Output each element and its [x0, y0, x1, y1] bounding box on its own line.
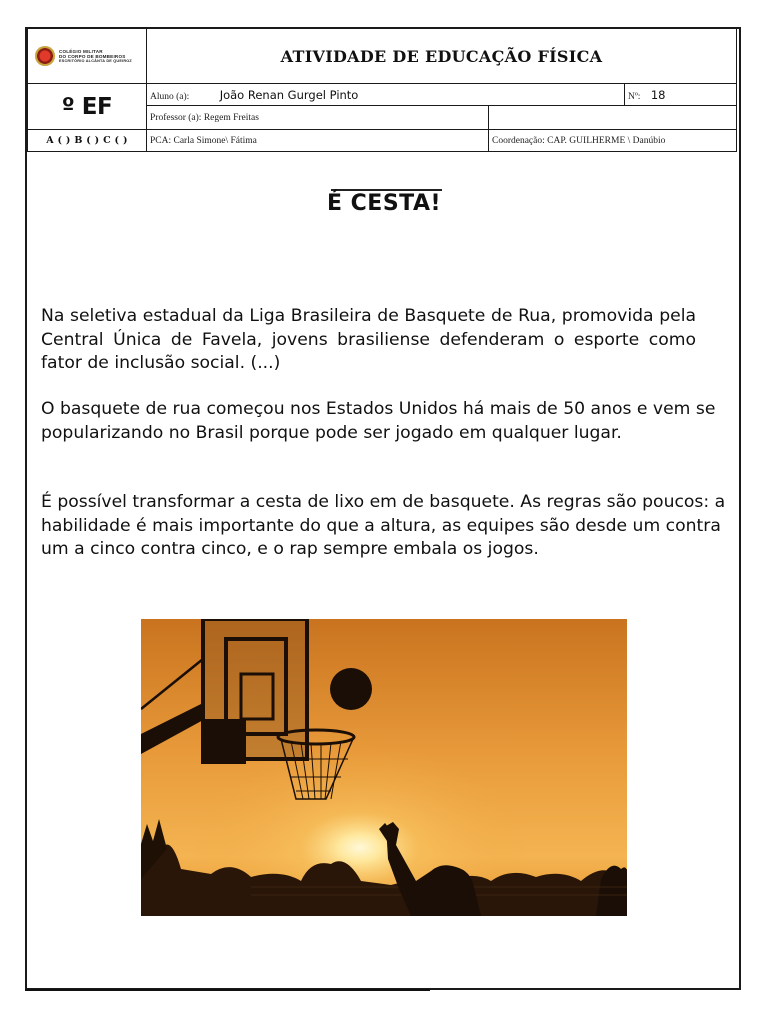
number-value[interactable]: 18	[650, 87, 666, 102]
student-field: Aluno (a): João Renan Gurgel Pinto	[147, 84, 625, 106]
pca-field: PCA: Carla Simone\ Fátima	[147, 130, 489, 152]
student-name[interactable]: João Renan Gurgel Pinto	[219, 87, 359, 102]
number-field: Nº: 18	[625, 84, 737, 106]
basketball-sunset-photo	[141, 619, 627, 916]
activity-title: ATIVIDADE DE EDUCAÇÃO FÍSICA	[147, 29, 737, 84]
grade-label: º EF	[28, 84, 147, 130]
class-options[interactable]: A ( ) B ( ) C ( )	[28, 130, 147, 152]
paragraph-3: É possível transformar a cesta de lixo em de basquete. As regras são poucos: a habilidade é mais importante do que a altura, as equipes são desde um contra um a cinco contra cinco, e o rap sempre embala os jogos.	[41, 492, 726, 559]
paragraph-2: O basquete de rua começou nos Estados Unidos há mais de 50 anos e vem se popularizando no Brasil porque pode ser jogado em qualquer lugar.	[41, 399, 716, 443]
teacher-field: Professor (a): Regem Freitas	[147, 106, 489, 130]
photo-illustration	[141, 619, 627, 916]
school-logo: COLÉGIO MILITAR DO CORPO DE BOMBEIROS ESCRITÓRIO ALCÂNTA DE QUEIROZ	[28, 29, 147, 84]
empty-field	[489, 106, 737, 130]
footer-line	[25, 989, 430, 991]
coordination-field: Coordenação: CAP. GUILHERME \ Danúbio	[489, 130, 737, 152]
paragraph-1: Na seletiva estadual da Liga Brasileira de Basquete de Rua, promovida pela Central Única de Favela, jovens brasiliense defenderam o esporte como fator de inclusão social. (...)	[41, 306, 696, 373]
header-table	[27, 28, 737, 152]
document-title: É CESTA!	[326, 191, 442, 216]
school-seal-icon	[35, 46, 55, 66]
